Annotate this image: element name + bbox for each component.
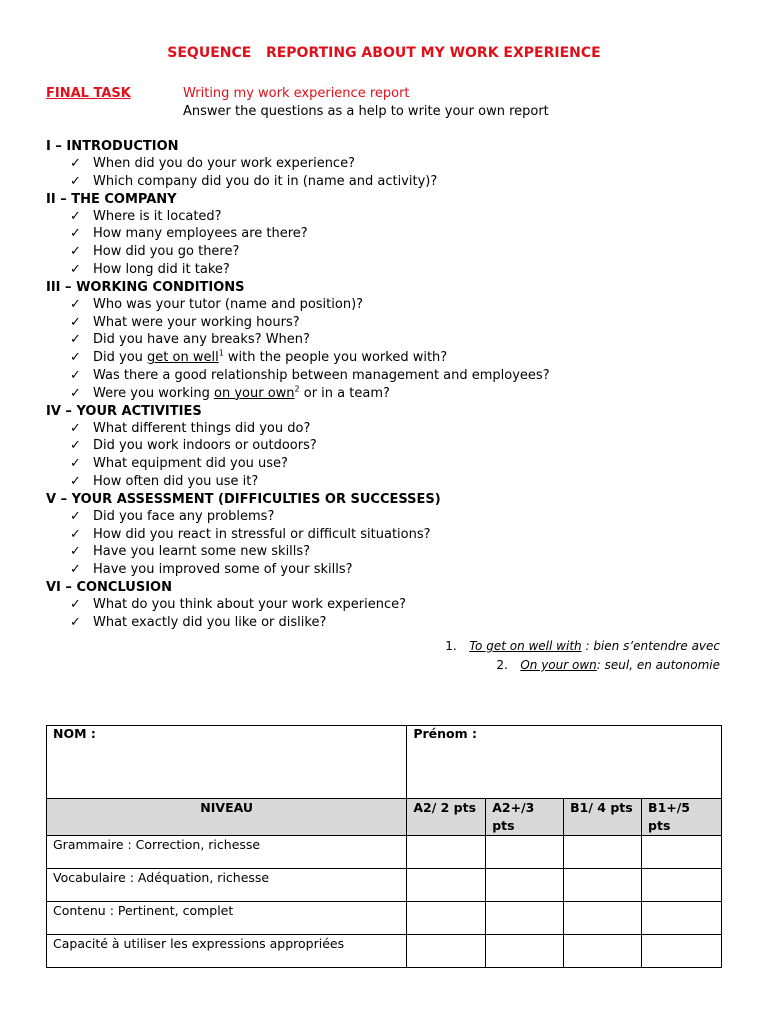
footnote-number: 2. xyxy=(496,658,508,672)
footnote-term: To get on well with xyxy=(469,639,582,653)
question-item: ✓ What were your working hours? xyxy=(70,314,300,330)
table-row xyxy=(47,935,722,968)
score-cell[interactable] xyxy=(407,935,486,968)
score-cell[interactable] xyxy=(486,869,564,902)
section-heading-company: II – THE COMPANY xyxy=(46,191,177,207)
assessment-table xyxy=(46,725,722,968)
score-cell[interactable] xyxy=(564,869,642,902)
table-row xyxy=(47,836,722,869)
section-heading-introduction: I – INTRODUCTION xyxy=(46,139,179,154)
question-item: ✓ Have you learnt some new skills? xyxy=(70,544,311,560)
check-icon: ✓ xyxy=(70,314,81,330)
final-task-description: Writing my work experience report xyxy=(183,86,410,101)
score-cell[interactable] xyxy=(407,902,486,935)
footnote-ref: 2 xyxy=(294,384,300,394)
score-cell[interactable] xyxy=(407,869,486,902)
footnote-number: 1. xyxy=(445,639,457,653)
check-icon: ✓ xyxy=(70,420,81,436)
question-item: ✓ How often did you use it? xyxy=(70,473,259,489)
question-item: ✓ Did you have any breaks? When? xyxy=(70,332,310,348)
footnote-term: On your own xyxy=(520,658,597,672)
question-item: ✓ Which company did you do it in (name and activity)? xyxy=(70,173,438,189)
score-cell[interactable] xyxy=(642,902,722,935)
footnote-ref: 1 xyxy=(218,348,224,358)
score-cell[interactable] xyxy=(642,836,722,869)
level-header: B1+/5 pts xyxy=(642,799,722,836)
check-icon: ✓ xyxy=(70,508,81,524)
section-heading-working-conditions: III – WORKING CONDITIONS xyxy=(46,279,245,295)
table-header-row xyxy=(47,799,722,836)
check-icon: ✓ xyxy=(70,473,81,489)
question-item: ✓ Did you get on well$^1$ with the people you worked with? xyxy=(70,348,448,366)
check-icon: ✓ xyxy=(70,367,81,383)
question-item: ✓ How many employees are there? xyxy=(70,226,308,242)
table-row xyxy=(47,869,722,902)
check-icon: ✓ xyxy=(70,350,81,366)
score-cell[interactable] xyxy=(486,836,564,869)
question-item: ✓ How did you react in stressful or difficult situations? xyxy=(70,526,431,542)
criterion-label: Grammaire : Correction, richesse xyxy=(47,836,407,869)
section-heading-assessment: V – YOUR ASSESSMENT (DIFFICULTIES OR SUCCESSES) xyxy=(46,491,441,507)
score-cell[interactable] xyxy=(407,836,486,869)
document-title: SEQUENCE REPORTING ABOUT MY WORK EXPERIENCE xyxy=(167,45,601,61)
footnote-definition: : bien s’entendre avec xyxy=(581,639,720,653)
nom-field[interactable]: NOM : xyxy=(47,726,407,799)
check-icon: ✓ xyxy=(70,596,81,612)
check-icon: ✓ xyxy=(70,156,81,171)
check-icon: ✓ xyxy=(70,562,81,578)
score-cell[interactable] xyxy=(564,836,642,869)
level-header: B1/ 4 pts xyxy=(564,799,642,836)
question-item: ✓ How did you go there? xyxy=(70,244,240,260)
question-item: ✓ What different things did you do? xyxy=(70,420,311,436)
footnote-item xyxy=(320,637,720,656)
questions-sections xyxy=(46,138,726,632)
check-icon: ✓ xyxy=(70,456,81,472)
question-item: ✓ Where is it located? xyxy=(70,208,222,224)
question-item: ✓ Was there a good relationship between management and employees? xyxy=(70,367,550,383)
final-task-instructions: Answer the questions as a help to write your own report xyxy=(183,104,549,119)
question-item: ✓ Have you improved some of your skills? xyxy=(70,562,353,578)
check-icon: ✓ xyxy=(70,544,81,560)
level-header: A2+/3 pts xyxy=(486,799,564,836)
check-icon: ✓ xyxy=(70,614,81,630)
score-cell[interactable] xyxy=(642,869,722,902)
score-cell[interactable] xyxy=(486,902,564,935)
score-cell[interactable] xyxy=(642,935,722,968)
section-heading-activities: IV – YOUR ACTIVITIES xyxy=(46,403,202,419)
footnote-definition: : seul, en autonomie xyxy=(596,658,720,672)
criterion-label: Vocabulaire : Adéquation, richesse xyxy=(47,869,407,902)
score-cell[interactable] xyxy=(564,935,642,968)
table-row xyxy=(47,726,722,799)
question-item: ✓ Who was your tutor (name and position)? xyxy=(70,296,364,312)
footnotes xyxy=(320,637,720,675)
table-row xyxy=(47,902,722,935)
question-item: ✓ What equipment did you use? xyxy=(70,456,288,472)
question-item: ✓ How long did it take? xyxy=(70,261,230,277)
check-icon: ✓ xyxy=(70,296,81,312)
criterion-label: Contenu : Pertinent, complet xyxy=(47,902,407,935)
check-icon: ✓ xyxy=(70,526,81,542)
term-get-on-well: get on well xyxy=(147,350,219,366)
footnote-item xyxy=(320,656,720,675)
final-task-label: FINAL TASK xyxy=(46,86,131,101)
check-icon: ✓ xyxy=(70,173,81,189)
section-heading-conclusion: VI – CONCLUSION xyxy=(46,579,172,595)
niveau-header: NIVEAU xyxy=(47,799,407,836)
score-cell[interactable] xyxy=(486,935,564,968)
question-item: ✓ When did you do your work experience? xyxy=(70,156,355,171)
question-item: ✓ Did you work indoors or outdoors? xyxy=(70,438,317,454)
question-item: ✓ What do you think about your work experience? xyxy=(70,596,407,612)
question-item: ✓ Did you face any problems? xyxy=(70,508,275,524)
question-item: ✓ What exactly did you like or dislike? xyxy=(70,614,327,630)
check-icon: ✓ xyxy=(70,261,81,277)
check-icon: ✓ xyxy=(70,208,81,224)
check-icon: ✓ xyxy=(70,244,81,260)
check-icon: ✓ xyxy=(70,226,81,242)
check-icon: ✓ xyxy=(70,438,81,454)
check-icon: ✓ xyxy=(70,385,81,401)
term-on-your-own: on your own xyxy=(214,385,295,401)
score-cell[interactable] xyxy=(564,902,642,935)
check-icon: ✓ xyxy=(70,332,81,348)
criterion-label: Capacité à utiliser les expressions appropriées xyxy=(47,935,407,968)
question-item: ✓ Were you working on your own$^2$ or in a team? xyxy=(70,384,390,401)
prenom-field[interactable]: Prénom : xyxy=(407,726,722,799)
level-header: A2/ 2 pts xyxy=(407,799,486,836)
